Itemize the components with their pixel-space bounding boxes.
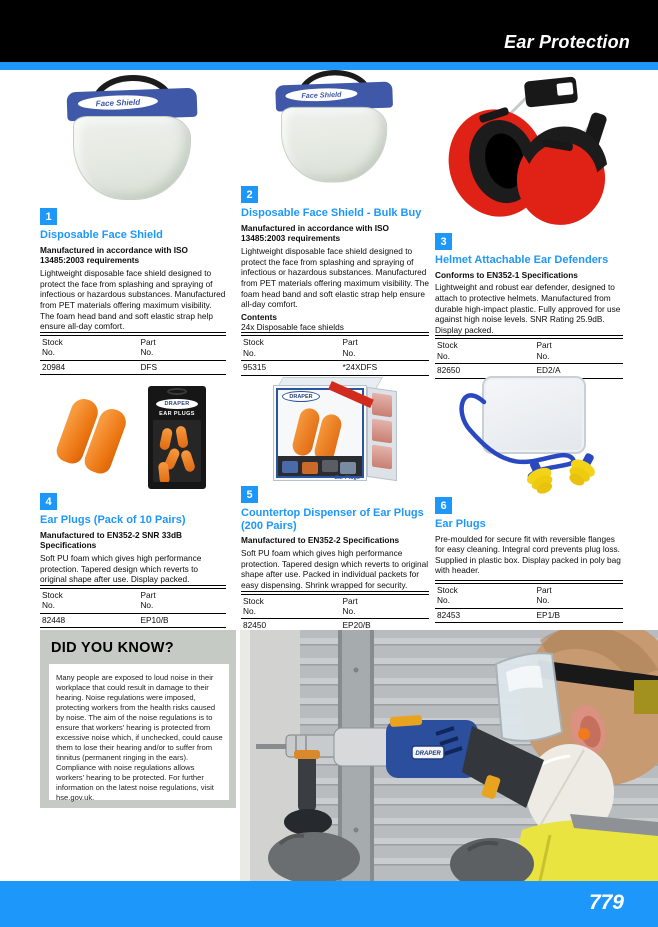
product-subtitle: Manufactured in accordance with ISO 13485:2003 requirements — [241, 222, 389, 244]
draper-logo: DRAPER — [289, 393, 313, 400]
product-face-shield-bulk — [241, 70, 429, 373]
ear-plugs-pack-image — [40, 378, 226, 490]
part-no-header: Part No. — [140, 336, 156, 358]
draper-logo: DRAPER — [164, 401, 190, 407]
page-footer-bar — [0, 881, 658, 927]
part-no-header: Part No. — [536, 340, 552, 361]
hang-hole — [167, 388, 187, 395]
product-ear-defenders — [435, 75, 623, 376]
product-title: Ear Plugs — [435, 518, 486, 530]
product-subtitle: Manufactured in accordance with ISO 13485:2003 requirements — [40, 244, 188, 266]
box-opening — [278, 456, 362, 476]
stock-no-value: 95315 — [243, 362, 267, 373]
stock-no-header: Stock No. — [437, 340, 458, 361]
product-ear-plugs-pack — [40, 378, 226, 623]
did-you-know-body: Many people are exposed to loud noise in their workplace that could result in damage to their hearing. Noise regulations were imposed, protecting workers from the health risks caused by noise. The aim of the noise regulations is to ensure that workers' hearing is protected from excessive noise which, if unchecked, could cause them to lose their hearing and/or to suffer from tinnitus (permanent ringing in the ears). Compliance with noise regulations allows workers' hearing to be protected. For further information on the latest noise regulations, visit hse.gov.uk. — [49, 664, 229, 800]
part-no-value: EP10/B — [140, 614, 169, 625]
product-description: Lightweight disposable face shield designed to protect the face from splashing and spraying of infectious or hazardous substances. Manufactured from PET materials offering maximum visibility. The foam head band and soft elastic strap help ensure all-day comfort. — [40, 268, 226, 332]
face-shield-image — [40, 75, 226, 205]
stock-no-header: Stock No. — [42, 590, 63, 611]
stock-no-value: 20984 — [42, 361, 66, 372]
dispenser-box-image — [241, 375, 429, 483]
product-number-badge: 1 — [40, 208, 57, 225]
shield-band-label: Face Shield — [95, 97, 141, 108]
box-front-label: Ear Plugs — [334, 475, 360, 481]
page-header-bar — [0, 0, 658, 62]
contents-text: 24x Disposable face shields — [241, 321, 344, 332]
part-no-header: Part No. — [342, 337, 358, 358]
product-subtitle: Manufactured to EN352-2 SNR 33dB Specifications — [40, 529, 182, 551]
product-description: Lightweight and robust ear defender, designed to attach to protective helmets. Manufactured from durable high-impact plastic. Fully approved for use against high noise levels. SNR Rating 25.9dB. Display packed. — [435, 282, 621, 335]
product-title: Ear Plugs (Pack of 10 Pairs) — [40, 514, 186, 526]
drill-brand-label: DRAPER — [415, 751, 441, 757]
did-you-know-box — [40, 630, 236, 808]
corded-ear-plugs-image — [435, 372, 623, 494]
stock-no-header: Stock No. — [42, 336, 63, 358]
contents-label: Contents — [241, 311, 277, 322]
product-title: Helmet Attachable Ear Defenders — [435, 254, 609, 266]
product-description: Pre-moulded for secure fit with reversible flanges for easy cleaning. Integral cord prevents plug loss. Supplied in plastic box. Display packed in poly bag with header. — [435, 533, 621, 576]
part-no-value: EP1/B — [536, 609, 561, 620]
shield-band-label: Face Shield — [301, 89, 342, 100]
part-no-header: Part No. — [536, 584, 552, 606]
stock-no-header: Stock No. — [243, 337, 264, 358]
product-number-badge: 3 — [435, 233, 452, 250]
product-disposable-face-shield — [40, 75, 226, 372]
product-subtitle: Conforms to EN352-1 Specifications — [435, 269, 578, 280]
did-you-know-title: DID YOU KNOW? — [51, 640, 174, 656]
header-accent-stripe — [0, 62, 658, 70]
stock-no-value: 82448 — [42, 614, 66, 625]
product-title: Disposable Face Shield - Bulk Buy — [241, 207, 422, 219]
product-description: Soft PU foam which gives high performance protection. Tapered design which reverts to original shape after use. Packed in individual packets for easy dispensing. Shrink wrapped for security. — [241, 548, 429, 590]
product-title: Countertop Dispenser of Ear Plugs (200 Pairs) — [241, 507, 424, 532]
product-title: Disposable Face Shield — [40, 229, 163, 241]
spec-table — [241, 332, 429, 375]
section-edge-tab — [634, 680, 658, 714]
product-description: Soft PU foam which gives high performance protection. Tapered design which reverts to original shape after use. Display packed. — [40, 553, 202, 585]
shield-visor — [281, 107, 387, 183]
cord — [462, 395, 574, 476]
product-number-badge: 6 — [435, 497, 452, 514]
page-number: 779 — [588, 891, 624, 914]
spec-table — [40, 585, 226, 628]
product-number-badge: 5 — [241, 486, 258, 503]
part-no-header: Part No. — [342, 595, 358, 616]
ear-defenders-image — [435, 75, 623, 230]
foam-ear-plugs — [60, 386, 132, 478]
stock-no-header: Stock No. — [437, 584, 458, 606]
stock-no-value: 82453 — [437, 609, 461, 620]
box-front — [273, 385, 367, 481]
product-description: Lightweight disposable face shield designed to protect the face from splashing and spraying of infectious or hazardous substances. Manufactured from PET materials offering maximum visibility. The foam head band and soft elastic strap help ensure all-day comfort. — [241, 246, 429, 310]
face-shield-bulk-image — [241, 70, 429, 183]
packet-title: EAR PLUGS — [159, 411, 195, 417]
part-no-value: ED2/A — [536, 365, 561, 376]
spec-table — [40, 332, 226, 375]
product-number-badge: 2 — [241, 186, 258, 203]
part-no-header: Part No. — [140, 590, 156, 611]
worker-photo — [240, 630, 658, 881]
page-title: Ear Protection — [504, 32, 630, 52]
product-corded-ear-plugs — [435, 372, 623, 623]
orange-ear-plug — [578, 728, 590, 740]
product-number-badge: 4 — [40, 493, 57, 510]
shield-visor — [73, 116, 191, 200]
part-no-value: DFS — [140, 361, 158, 372]
stock-no-header: Stock No. — [243, 595, 264, 616]
stock-no-value: 82650 — [437, 365, 461, 376]
spec-table — [435, 580, 623, 623]
stock-no-value: 82450 — [243, 620, 267, 631]
spec-table — [241, 591, 429, 634]
product-subtitle: Manufactured to EN352-2 Specifications — [241, 535, 400, 546]
part-no-value: EP20/B — [342, 620, 371, 631]
product-ear-plugs-dispenser — [241, 375, 429, 631]
ear-plugs-packet — [148, 386, 206, 489]
part-no-value: *24XDFS — [342, 362, 378, 373]
